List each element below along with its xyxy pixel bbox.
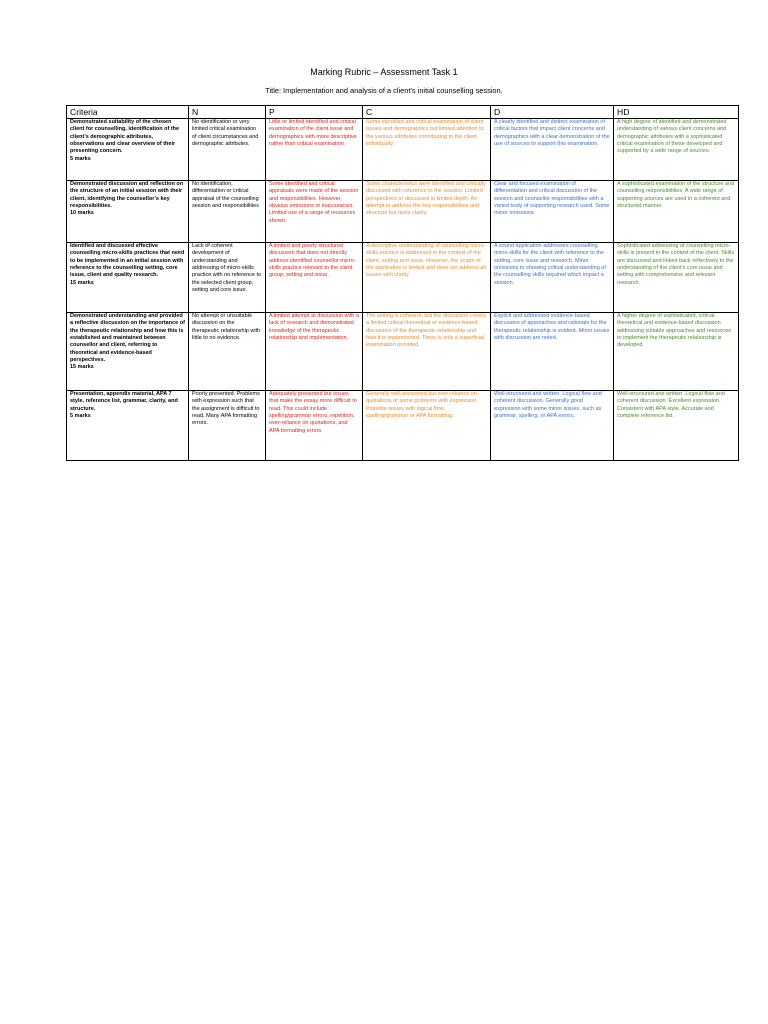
grade-p-cell: A limited attempt at discussion with a lack of research and demonstrated knowledge of the therapeutic relationship and implementation.: [266, 313, 363, 391]
criteria-text: Demonstrated discussion and reflection on the structure of an initial session with their client, identifying the counsellor’s key responsibilities.: [70, 181, 184, 210]
page-subtitle: Title: Implementation and analysis of a client’s initial counselling session.: [265, 86, 503, 95]
grade-p-cell: Little or limited identified and critical examination of the client issue and demographics with more descriptive rather than critical examination.: [266, 119, 363, 181]
grade-d-cell: Explicit and addressed evidence-based discussion of approaches and rationale for the therapeutic relationship is evident. Minor issues with discussion are noted.: [491, 313, 614, 391]
criteria-marks: 10 marks: [70, 210, 94, 217]
grade-n-cell: No identification or very limited critical examination of client circumstances and demographic attributes.: [189, 119, 266, 181]
grade-d-cell: Clear and focused examination of differentiation and critical discussion of the session and counsellor responsibilities with a varied body of supporting research used. Some minor omissions.: [491, 181, 614, 243]
criteria-cell: [67, 243, 189, 313]
header-c: C: [363, 106, 491, 119]
page-title: Marking Rubric – Assessment Task 1: [310, 67, 458, 77]
header-hd: HD: [614, 106, 739, 119]
table-row: [67, 313, 739, 391]
criteria-cell: [67, 313, 189, 391]
grade-hd-cell: A higher degree of sophisticated, critical, theoretical and evidence-based discussion addressing suitable approaches and resources to implement the therapeutic relationship is developed.: [614, 313, 739, 391]
criteria-marks: 5 marks: [70, 413, 91, 420]
grade-p-cell: Adequately presented but issues that make the essay more difficult to read. This could include spelling/grammar errors, repetition, over-reliance on quotations, and APA formatting errors.: [266, 391, 363, 461]
grade-p-cell: Some identified and critical appraisals were made of the session and responsibilities. However, obvious omissions or inaccuracies. Limited use of a range of resources shown.: [266, 181, 363, 243]
grade-n-cell: No attempt or unsuitable discussion on the therapeutic relationship with little to no evidence.: [189, 313, 266, 391]
table-row: [67, 181, 739, 243]
grade-hd-cell: Well-structured and written. Logical flow and coherent discussion. Excellent expression. Consistent with APA style. Accurate and complete reference list.: [614, 391, 739, 461]
grade-d-cell: Well-structured and written. Logical flow and coherent discussion. Generally good expression with some minor issues, such as grammar, spelling, or APA errors.: [491, 391, 614, 461]
grade-d-cell: A clearly identified and distinct examination of critical factors that impact client concerns and demographics with a clear demonstration of the use of sources to support this examination.: [491, 119, 614, 181]
table-row: [67, 391, 739, 461]
criteria-text: Demonstrated suitability of the chosen client for counselling, identification of the client’s demographic attributes, observations and clear overview of their presenting concern.: [70, 119, 180, 155]
grade-hd-cell: A high degree of identified and demonstrated understanding of various client concerns and demographic attributes with a sophisticated critical examination of these developed and supported by a wide range of sources.: [614, 119, 739, 181]
grade-hd-cell: A sophisticated examination of the structure and counselling responsibilities. A wide range of supporting sources are used in a coherent and structured manner.: [614, 181, 739, 243]
grade-c-cell: Some characteristics were identified and critically discussed with reference to the session. Limited perspectives or discussed in limited depth. An attempt to address the key responsibilities and structure but lacks clarity.: [363, 181, 491, 243]
criteria-text: Identified and discussed effective counselling micro-skills practices that need to be implemented in an initial session with reference to the counselling setting, core issue, client and quality research.: [70, 243, 185, 279]
grade-d-cell: A sound application addresses counselling micro-skills for the client with reference to the setting, core issue and research. Minor omissions to showing critical understanding of the counselling skills required which impact a session.: [491, 243, 614, 313]
criteria-marks: 15 marks: [70, 364, 94, 371]
criteria-cell: [67, 391, 189, 461]
grade-c-cell: A descriptive understanding of counselling micro-skills practice is addressed in the context of the client, setting and issue. However, the scope of the application is limited and does not address all issues with clarity.: [363, 243, 491, 313]
criteria-marks: 15 marks: [70, 279, 94, 286]
criteria-text: Presentation, appendix material, APA 7 style, reference list, grammar, clarity, and structure.: [70, 391, 178, 412]
grade-n-cell: Poorly presented. Problems with expression such that the assignment is difficult to read. Many APA formatting errors.: [189, 391, 266, 461]
header-n: N: [189, 106, 266, 119]
grade-hd-cell: Sophisticated addressing of counselling micro-skills is present in the context of the client. Skills are discussed and linked back reflectively to the understanding of the client’s core issue and setting with comprehensive and relevant research.: [614, 243, 739, 313]
grade-n-cell: Lack of coherent development of understanding and addressing of micro-skills practice with no reference to the selected client group, setting and core issue.: [189, 243, 266, 313]
table-row: [67, 243, 739, 313]
criteria-marks: 5 marks: [70, 155, 91, 162]
header-d: D: [491, 106, 614, 119]
grade-n-cell: No identification, differentiation or critical appraisal of the counselling session and responsibilities: [189, 181, 266, 243]
header-p: P: [266, 106, 363, 119]
header-row: [67, 106, 739, 119]
criteria-text: Demonstrated understanding and provided a reflective discussion on the importance of the therapeutic relationship and how this is established and maintained between counsellor and client, referring to theoretical and evidence-based perspectives.: [70, 313, 185, 364]
criteria-cell: [67, 119, 189, 181]
grade-c-cell: Generally well-presented but over-reliance on quotations or some problems with expression. Possible issues with logical flow, spelling/grammar or APA formatting.: [363, 391, 491, 461]
table-row: [67, 119, 739, 181]
rubric-table: [66, 105, 739, 461]
grade-c-cell: The writing is coherent, but the discussion covers a limited critical theoretical or evidence-based discussion of the therapeutic relationship and how it is implemented. There is only a superficial examination provided.: [363, 313, 491, 391]
header-criteria: Criteria: [67, 106, 189, 119]
grade-p-cell: A limited and poorly structured discussion that does not directly address identified counsellor micro-skills practice relevant to the client group, setting and issue.: [266, 243, 363, 313]
criteria-cell: [67, 181, 189, 243]
grade-c-cell: Some identified and critical examination of client issues and demographics but limited attention to the various attributes contributing to the client individually.: [363, 119, 491, 181]
